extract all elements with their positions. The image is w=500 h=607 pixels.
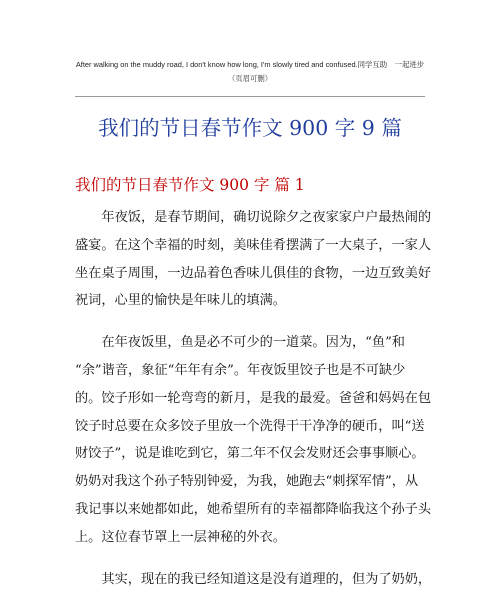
paragraph-line: 我记事以来她都如此，她希望所有的幸福都降临我这个孙子头 [75, 501, 432, 517]
paragraph-3 [75, 566, 432, 594]
paragraph-2 [75, 329, 432, 551]
paragraph-line: 坐在桌子周围，一边品着色香味儿俱佳的食物，一边互致美好 [75, 265, 432, 281]
paragraph-line: 祝词，心里的愉快是年味儿的填满。 [75, 293, 286, 309]
paragraph-line: 财饺子”，说是谁吃到它，第二年不仅会发财还会事事顺心。 [75, 446, 425, 462]
paragraph-line: “余”谐音，象征“年年有余”。年夜饭里饺子也是不可缺少 [75, 362, 406, 378]
header-note: （页眉可删） [227, 74, 273, 83]
paragraph-line: 上。这位春节罩上一层神秘的外衣。 [75, 529, 286, 545]
paragraph-1 [75, 204, 432, 315]
section-title: 我们的节日春节作文 900 字 篇 1 [75, 176, 305, 194]
body-text [75, 204, 432, 607]
paragraph-line: 其实，现在的我已经知道这是没有道理的，但为了奶奶， [101, 571, 432, 587]
paragraph-line: 在年夜饭里，鱼是必不可少的一道菜。因为，“鱼”和 [101, 335, 405, 351]
paragraph-line: 奶奶对我这个孙子特别钟爱，为我，她跑去“刺探军情”，从 [75, 474, 419, 490]
paragraph-line: 饺子时总要在众多饺子里放一个洗得干干净净的硬币，叫“送 [75, 418, 425, 434]
header-motto: After walking on the muddy road, I don't know how long, I'm slowly tired and confused.同学互助 一起进步 [75, 60, 425, 69]
header-divider [75, 96, 425, 97]
paragraph-line: 的。饺子形如一轮弯弯的新月，是我的最爱。爸爸和妈妈在包 [75, 390, 432, 406]
paragraph-line: 盛宴。在这个幸福的时刻，美味佳肴摆满了一大桌子，一家人 [75, 237, 432, 253]
paragraph-line: 年夜饭，是春节期间，确切说除夕之夜家家户户最热闹的 [101, 210, 432, 225]
page-header [75, 58, 425, 85]
document-title: 我们的节日春节作文 900 字 9 篇 [98, 116, 402, 140]
